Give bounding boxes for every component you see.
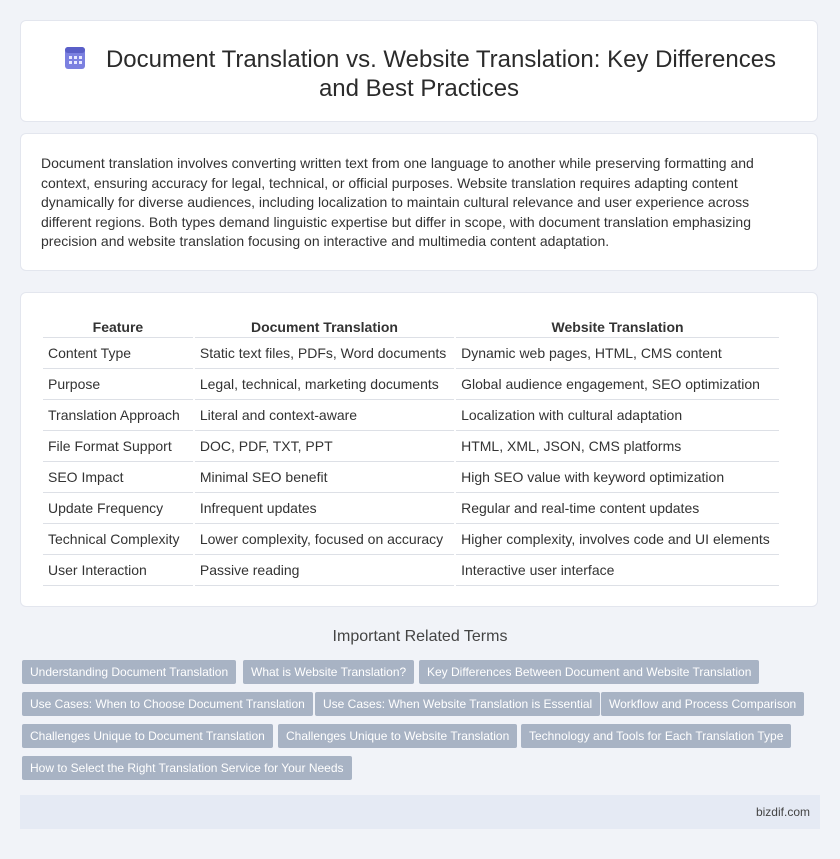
- website-cell: Global audience engagement, SEO optimization: [456, 369, 779, 400]
- header-feature: Feature: [43, 315, 193, 338]
- website-cell: Regular and real-time content updates: [456, 493, 779, 524]
- related-term-tag[interactable]: Workflow and Process Comparison: [601, 692, 804, 716]
- page-title-text: Document Translation vs. Website Translation: Key Differences and Best Practices: [105, 46, 777, 102]
- feature-cell: Purpose: [43, 369, 193, 400]
- document-cell: Minimal SEO benefit: [195, 462, 454, 493]
- document-cell: Infrequent updates: [195, 493, 454, 524]
- document-cell: Legal, technical, marketing documents: [195, 369, 454, 400]
- website-cell: HTML, XML, JSON, CMS platforms: [456, 431, 779, 462]
- feature-cell: Content Type: [43, 338, 193, 369]
- table-row: [43, 431, 779, 462]
- related-term-tag[interactable]: What is Website Translation?: [243, 660, 414, 684]
- comparison-table: [41, 315, 781, 586]
- table-row: [43, 338, 779, 369]
- feature-cell: SEO Impact: [43, 462, 193, 493]
- table-row: [43, 462, 779, 493]
- feature-cell: File Format Support: [43, 431, 193, 462]
- document-cell: Lower complexity, focused on accuracy: [195, 524, 454, 555]
- header-document-translation: Document Translation: [195, 315, 454, 338]
- footer-site-name[interactable]: bizdif.com: [755, 805, 810, 819]
- intro-paragraph: Document translation involves converting written text from one language to another while preserving formatting and context, ensuring accuracy for legal, technical, or official purposes. Website translation requires adapting content dynamically for diverse audiences, including localization to maintain cultural relevance and user experience across different regions. Both types demand linguistic expertise but differ in scope, with document translation emphasizing precision and website translation focusing on interactive and multimedia content adaptation.: [41, 155, 754, 249]
- header-website-translation: Website Translation: [456, 315, 779, 338]
- feature-cell: User Interaction: [43, 555, 193, 586]
- feature-cell: Translation Approach: [43, 400, 193, 431]
- page-title: [61, 45, 777, 103]
- related-terms-heading: Important Related Terms: [332, 628, 508, 645]
- related-term-tag[interactable]: Technology and Tools for Each Translation Type: [521, 724, 791, 748]
- document-cell: Static text files, PDFs, Word documents: [195, 338, 454, 369]
- table-row: [43, 493, 779, 524]
- website-cell: Localization with cultural adaptation: [456, 400, 779, 431]
- website-cell: High SEO value with keyword optimization: [456, 462, 779, 493]
- related-term-tag[interactable]: How to Select the Right Translation Service for Your Needs: [22, 756, 352, 780]
- table-row: [43, 524, 779, 555]
- table-row: [43, 400, 779, 431]
- feature-cell: Update Frequency: [43, 493, 193, 524]
- feature-cell: Technical Complexity: [43, 524, 193, 555]
- table-row: [43, 369, 779, 400]
- document-cell: DOC, PDF, TXT, PPT: [195, 431, 454, 462]
- website-cell: Interactive user interface: [456, 555, 779, 586]
- table-header-row: [43, 315, 779, 338]
- website-cell: Higher complexity, involves code and UI elements: [456, 524, 779, 555]
- document-cell: Passive reading: [195, 555, 454, 586]
- related-term-tag[interactable]: Use Cases: When Website Translation is Essential: [315, 692, 600, 716]
- intro-card: [20, 133, 818, 271]
- related-term-tag[interactable]: Understanding Document Translation: [22, 660, 236, 684]
- document-icon: [62, 45, 88, 71]
- footer: [20, 795, 820, 829]
- related-term-tag[interactable]: Key Differences Between Document and Website Translation: [419, 660, 759, 684]
- related-term-tag[interactable]: Use Cases: When to Choose Document Translation: [22, 692, 313, 716]
- comparison-card: [20, 292, 818, 607]
- website-cell: Dynamic web pages, HTML, CMS content: [456, 338, 779, 369]
- title-wrap: [61, 45, 777, 103]
- related-term-tag[interactable]: Challenges Unique to Document Translation: [22, 724, 273, 748]
- related-term-tag[interactable]: Challenges Unique to Website Translation: [278, 724, 517, 748]
- document-cell: Literal and context-aware: [195, 400, 454, 431]
- table-row: [43, 555, 779, 586]
- title-card: [20, 20, 818, 122]
